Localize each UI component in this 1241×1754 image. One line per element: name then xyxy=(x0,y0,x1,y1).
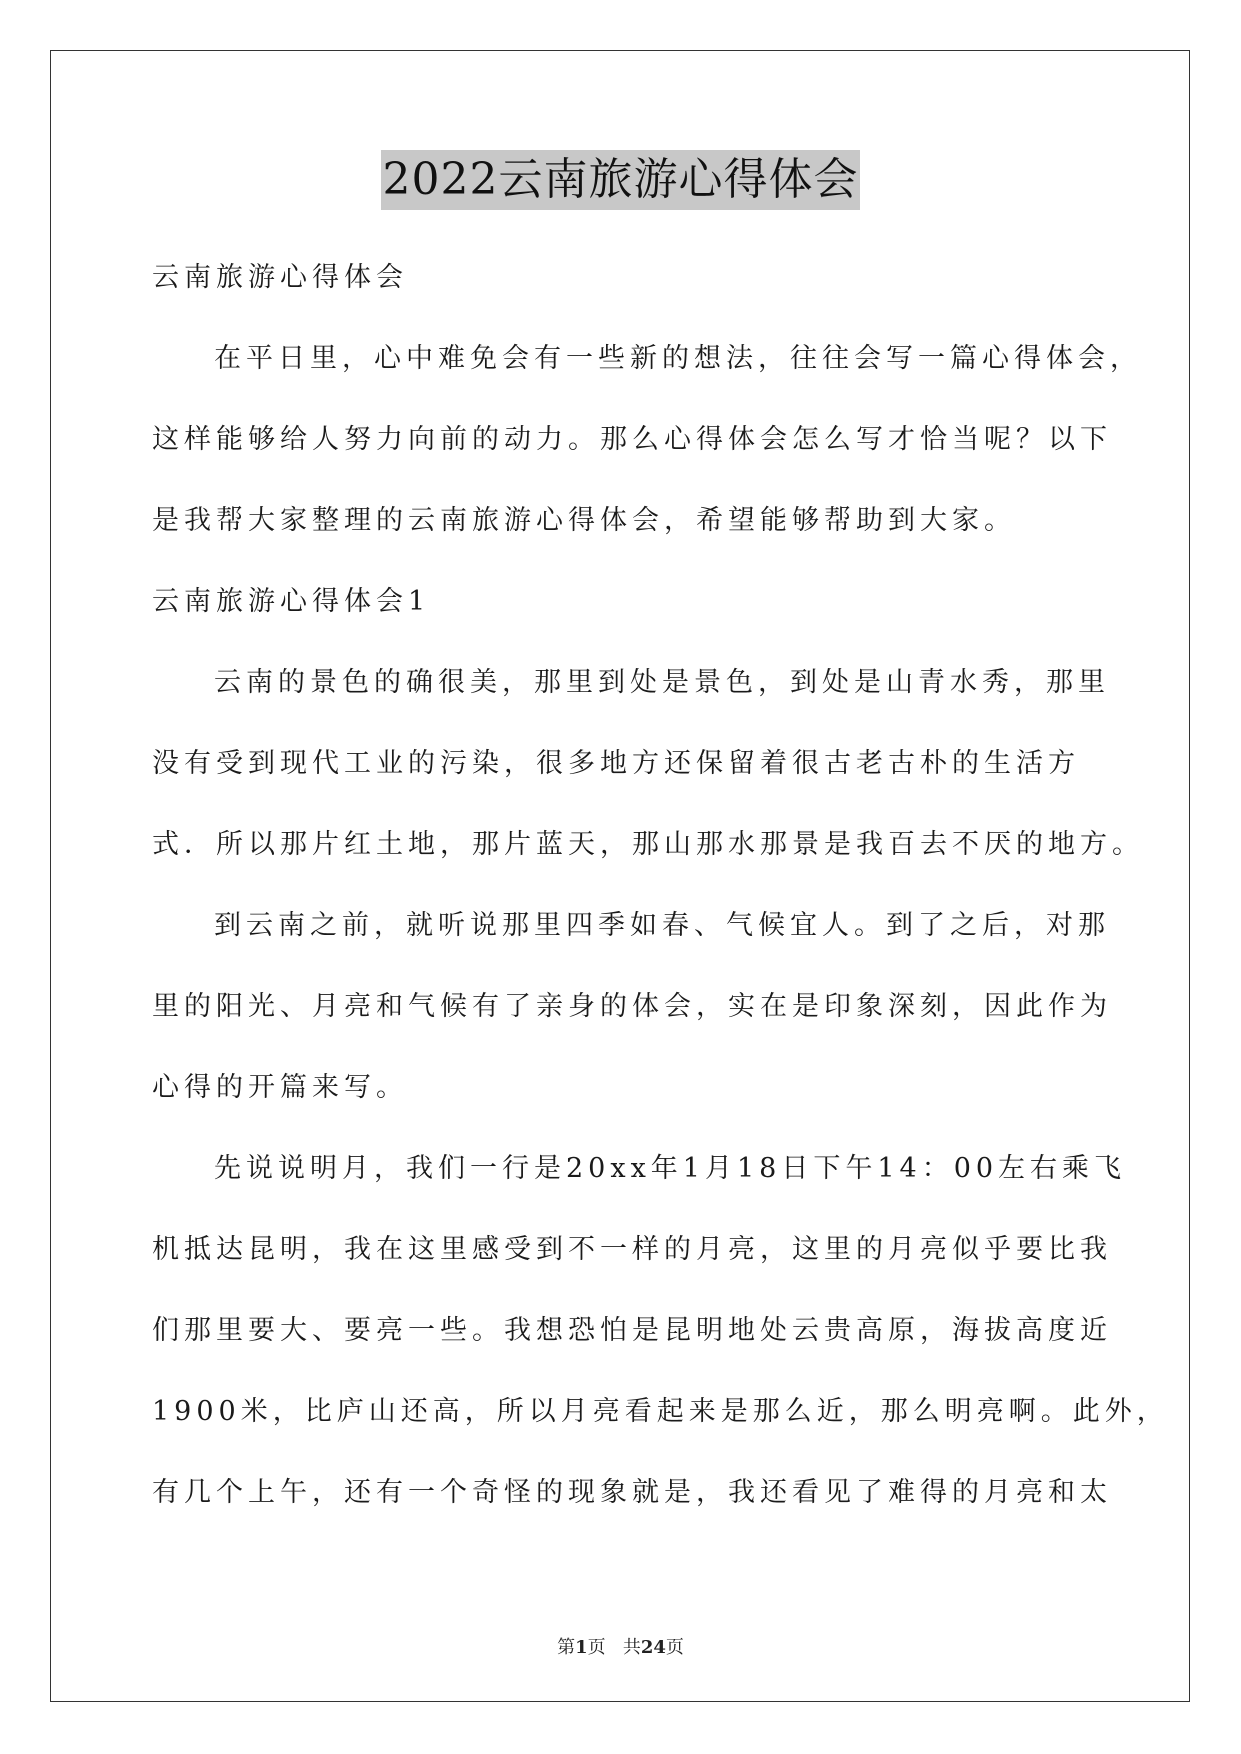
footer-prefix: 第 xyxy=(557,1637,576,1658)
text-line: 到云南之前，就听说那里四季如春、气候宜人。到了之后，对那 xyxy=(214,910,1110,941)
text-line: 没有受到现代工业的污染，很多地方还保留着很古老古朴的生活方 xyxy=(152,748,1080,779)
text-line: 云南的景色的确很美，那里到处是景色，到处是山青水秀，那里 xyxy=(214,667,1110,698)
text-line: 这样能够给人努力向前的动力。那么心得体会怎么写才恰当呢？以下 xyxy=(152,424,1112,455)
text-line: 们那里要大、要亮一些。我想恐怕是昆明地处云贵高原，海拔高度近 xyxy=(152,1315,1112,1346)
footer-page-label: 页 xyxy=(587,1637,606,1658)
current-page-number: 1 xyxy=(575,1637,588,1658)
document-body xyxy=(152,258,1169,1554)
text-line: 在平日里，心中难免会有一些新的想法，往往会写一篇心得体会， xyxy=(214,343,1142,374)
page-footer xyxy=(0,1633,1241,1659)
text-line: 云南旅游心得体会1 xyxy=(152,586,431,617)
text-line: 先说说明月，我们一行是20xx年1月18日下午14：00左右乘飞 xyxy=(214,1153,1127,1184)
text-line: 有几个上午，还有一个奇怪的现象就是，我还看见了难得的月亮和太 xyxy=(152,1477,1112,1508)
total-pages-number: 24 xyxy=(640,1637,666,1658)
title-container xyxy=(0,150,1241,210)
text-line: 机抵达昆明，我在这里感受到不一样的月亮，这里的月亮似乎要比我 xyxy=(152,1234,1112,1265)
footer-total-label: 页 xyxy=(665,1637,684,1658)
text-line: 1900米，比庐山还高，所以月亮看起来是那么近，那么明亮啊。此外， xyxy=(152,1396,1169,1427)
text-line: 里的阳光、月亮和气候有了亲身的体会，实在是印象深刻，因此作为 xyxy=(152,991,1112,1022)
text-line: 心得的开篇来写。 xyxy=(152,1072,408,1103)
text-line: 云南旅游心得体会 xyxy=(152,262,408,293)
text-line: 是我帮大家整理的云南旅游心得体会，希望能够帮助到大家。 xyxy=(152,505,1016,536)
document-title: 2022云南旅游心得体会 xyxy=(381,150,861,210)
footer-total-prefix: 共 xyxy=(622,1637,641,1658)
text-line: 式．所以那片红土地，那片蓝天，那山那水那景是我百去不厌的地方。 xyxy=(152,829,1144,860)
